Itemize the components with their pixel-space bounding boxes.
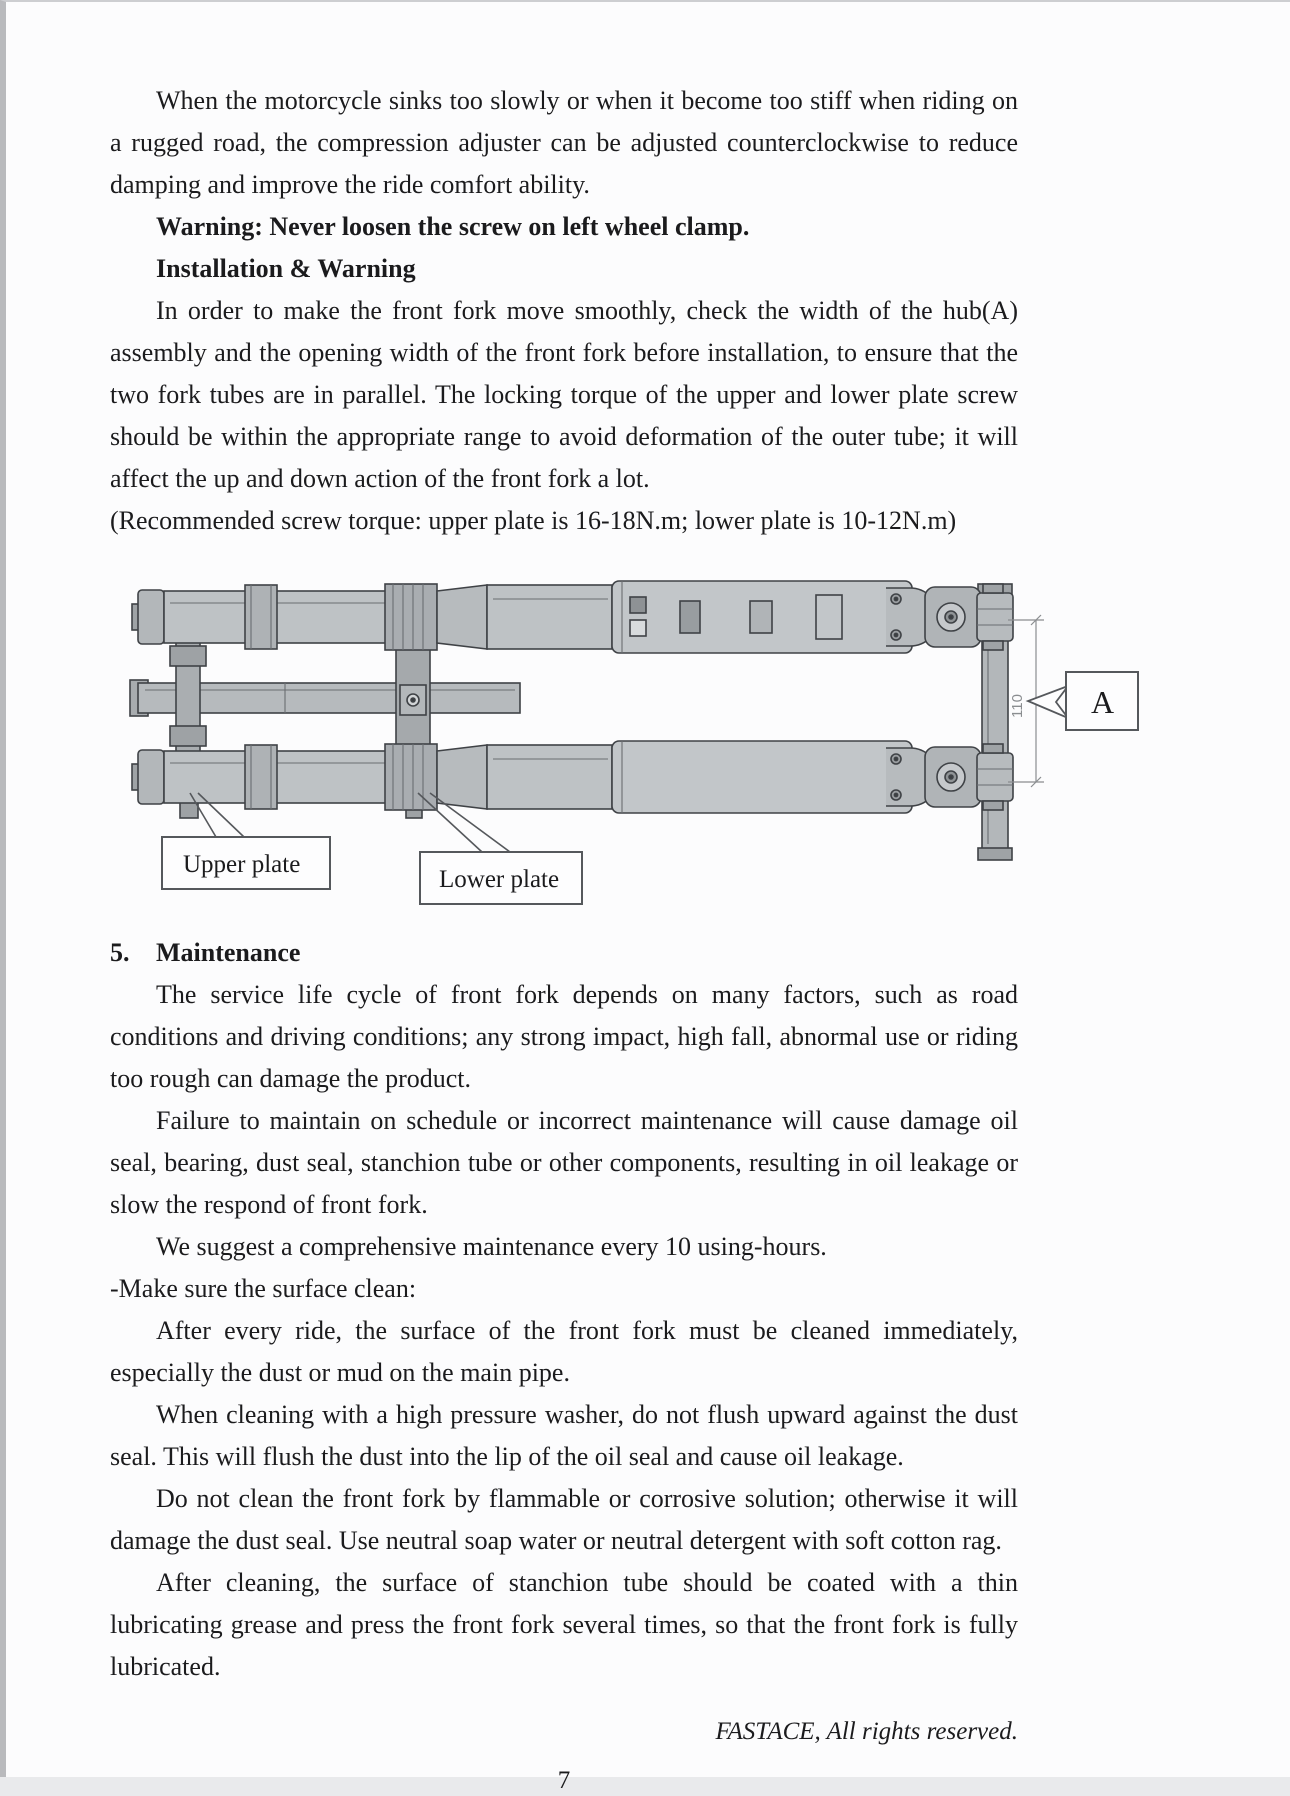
dimension-label: 110	[1009, 694, 1026, 718]
intro-paragraph: When the motorcycle sinks too slowly or when it become too stiff when riding on a rugged road, the compression adjuster can be adjusted counterclockwise to reduce damping and improve the ride comfort ability.	[110, 86, 1018, 199]
maintenance-number: 5.	[110, 938, 130, 967]
maintenance-paragraph-1: The service life cycle of front fork depends on many factors, such as road conditions and driving conditions; any strong impact, high fall, abnormal use or riding too rough can damage the product.	[110, 980, 1018, 1093]
upper-plate-callout	[162, 837, 330, 889]
upper-plate-label: Upper plate	[183, 851, 301, 878]
maintenance-paragraph-3: We suggest a comprehensive maintenance every 10 using-hours.	[156, 1232, 827, 1261]
page-content	[6, 2, 1115, 1796]
maintenance-title: Maintenance	[156, 938, 301, 967]
copyright-line: FASTACE, All rights reserved.	[715, 1718, 1018, 1745]
front-fork-diagram	[110, 550, 1180, 922]
clean-paragraph-1: After every ride, the surface of the front fork must be cleaned immediately, especially the dust or mud on the main pipe.	[110, 1316, 1018, 1387]
lower-plate-label: Lower plate	[439, 866, 560, 893]
torque-note: (Recommended screw torque: upper plate is 16-18N.m; lower plate is 10-12N.m)	[110, 506, 957, 535]
maintenance-paragraph-2: Failure to maintain on schedule or incorrect maintenance will cause damage oil seal, bearing, dust seal, stanchion tube or other components, resulting in oil leakage or slow the respond of front fork.	[110, 1106, 1018, 1219]
lower-fork-leg	[132, 741, 1013, 813]
upper-fork-leg	[132, 581, 1013, 653]
hub-callout	[1028, 672, 1138, 730]
installation-paragraph: In order to make the front fork move smoothly, check the width of the hub(A) assembly and the opening width of the front fork before installation, to ensure that the two fork tubes are in parallel. The locking torque of the upper and lower plate screw should be within the appropriate range to avoid deformation of the outer tube; it will affect the up and down action of the front fork a lot.	[110, 296, 1018, 493]
clean-paragraph-3: Do not clean the front fork by flammable or corrosive solution; otherwise it will damage the dust seal. Use neutral soap water or neutral detergent with soft cotton rag.	[110, 1484, 1018, 1555]
lower-plate-callout	[420, 852, 582, 904]
hub-label: A	[1091, 684, 1115, 720]
clean-paragraph-4: After cleaning, the surface of stanchion tube should be coated with a thin lubricating grease and press the front fork several times, so that the front fork is fully lubricated.	[110, 1568, 1018, 1681]
warning-line: Warning: Never loosen the screw on left wheel clamp.	[156, 212, 750, 241]
page-number: 7	[557, 1767, 571, 1794]
clean-paragraph-2: When cleaning with a high pressure washer, do not flush upward against the dust seal. This will flush the dust into the lip of the oil seal and cause oil leakage.	[110, 1400, 1018, 1471]
surface-clean-line: -Make sure the surface clean:	[110, 1274, 417, 1303]
maintenance-heading	[110, 932, 1018, 974]
installation-heading: Installation & Warning	[156, 254, 416, 283]
front-fork-figure	[110, 550, 1180, 922]
